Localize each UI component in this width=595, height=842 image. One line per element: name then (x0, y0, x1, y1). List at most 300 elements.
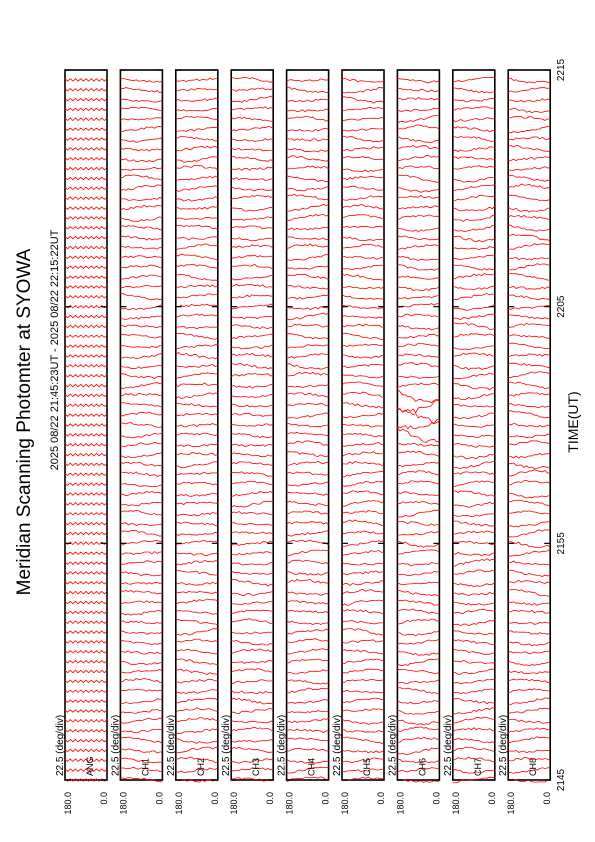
trace-line (176, 176, 218, 180)
trace-line (453, 184, 495, 191)
trace-line (287, 424, 329, 428)
trace-line (176, 541, 218, 545)
trace-line (397, 409, 439, 424)
trace-line (342, 97, 384, 103)
trace-line (508, 234, 550, 241)
trace-line (176, 207, 218, 210)
trace-line (231, 727, 273, 731)
trace-line (342, 403, 384, 409)
trace-line (176, 294, 218, 298)
trace-line (508, 470, 550, 477)
trace-line (508, 719, 550, 723)
trace-line (342, 333, 384, 340)
trace-line (397, 510, 439, 517)
trace-line (231, 178, 273, 181)
trace-line (397, 501, 439, 505)
trace-line (120, 433, 162, 438)
trace-line (397, 256, 439, 261)
trace-line (287, 601, 329, 604)
trace-line (342, 640, 384, 643)
trace-line (176, 669, 218, 674)
trace-line (397, 383, 439, 387)
trace-line (453, 226, 495, 232)
scale-label: 22.5 (deg/div) (165, 714, 177, 776)
trace-line (342, 244, 384, 248)
trace-line (397, 125, 439, 130)
trace-line (287, 306, 329, 309)
trace-line (342, 382, 384, 387)
trace-line (65, 384, 107, 386)
trace-line (231, 481, 273, 485)
trace-line (231, 147, 273, 151)
y-tick-top: 180.0 (284, 792, 295, 815)
trace-line (65, 513, 107, 515)
trace-line (397, 471, 439, 475)
trace-line (65, 404, 107, 406)
trace-line (231, 462, 273, 466)
x-tick-label: 2205 (556, 295, 568, 318)
trace-line (397, 421, 439, 429)
trace-line (287, 531, 329, 536)
trace-line (65, 572, 107, 574)
trace-line (453, 559, 495, 567)
trace-line (397, 376, 439, 378)
trace-line (287, 729, 329, 733)
trace-line (342, 274, 384, 280)
trace-line (342, 157, 384, 160)
trace-line (65, 483, 107, 485)
panel-ch7 (443, 70, 497, 815)
trace-line (453, 247, 495, 250)
trace-line (453, 394, 495, 400)
trace-line (397, 166, 439, 169)
trace-line (120, 601, 162, 604)
trace-line (508, 363, 550, 368)
trace-line (397, 245, 439, 250)
trace-line (287, 700, 329, 704)
trace-line (65, 158, 107, 161)
trace-line (342, 698, 384, 703)
trace-line (176, 314, 218, 318)
trace-line (65, 601, 107, 603)
trace-line (397, 195, 439, 198)
trace-line (342, 679, 384, 682)
trace-line (287, 214, 329, 220)
trace-line (120, 523, 162, 526)
trace-line (397, 462, 439, 467)
trace-line (342, 107, 384, 110)
trace-line (342, 413, 384, 418)
trace-line (65, 138, 107, 140)
trace-line (65, 661, 107, 663)
trace-line (176, 116, 218, 119)
trace-line (508, 286, 550, 289)
trace-line (120, 541, 162, 545)
trace-line (508, 511, 550, 514)
trace-line (65, 118, 107, 120)
trace-line (508, 126, 550, 133)
trace-line (453, 592, 495, 595)
trace-line (453, 649, 495, 654)
trace-line (120, 611, 162, 616)
trace-line (231, 385, 273, 389)
trace-line (231, 472, 273, 477)
trace-line (120, 699, 162, 704)
trace-line (176, 472, 218, 475)
trace-line (453, 531, 495, 535)
trace-line (176, 136, 218, 141)
scale-label: 22.5 (deg/div) (498, 714, 510, 776)
trace-line (397, 688, 439, 695)
trace-line (508, 225, 550, 231)
trace-line (65, 148, 107, 150)
trace-line (65, 582, 107, 584)
trace-line (65, 414, 107, 416)
trace-line (120, 552, 162, 555)
trace-line (508, 87, 550, 92)
trace-line (508, 580, 550, 583)
trace-line (65, 730, 107, 732)
trace-line (508, 274, 550, 281)
trace-line (65, 522, 107, 524)
trace-line (508, 522, 550, 527)
trace-line (65, 128, 107, 130)
panel-ch3 (221, 70, 275, 815)
trace-line (508, 78, 550, 83)
trace-line (176, 365, 218, 368)
trace-line (397, 727, 439, 732)
trace-line (176, 383, 218, 387)
trace-line (453, 679, 495, 683)
trace-line (176, 373, 218, 379)
trace-line (342, 176, 384, 180)
trace-line (231, 395, 273, 398)
trace-line (287, 610, 329, 613)
trace-line (120, 749, 162, 753)
trace-line (65, 532, 107, 534)
trace-line (453, 166, 495, 170)
trace-line (342, 730, 384, 733)
trace-line (231, 217, 273, 221)
trace-line (453, 107, 495, 111)
trace-line (231, 632, 273, 634)
trace-line (120, 275, 162, 279)
trace-line (397, 492, 439, 496)
trace-line (453, 424, 495, 427)
trace-line (176, 582, 218, 585)
panel-ch2 (166, 70, 220, 815)
trace-line (287, 748, 329, 751)
trace-line (65, 690, 107, 692)
trace-line (453, 88, 495, 93)
trace-line (176, 570, 218, 575)
trace-line (508, 382, 550, 389)
trace-line (120, 217, 162, 221)
trace-line (453, 177, 495, 182)
trace-line (508, 343, 550, 349)
trace-line (453, 521, 495, 526)
trace-line (120, 197, 162, 200)
trace-line (397, 619, 439, 624)
trace-line (176, 254, 218, 260)
trace-line (65, 108, 107, 110)
trace-line (65, 611, 107, 613)
trace-line (231, 747, 273, 752)
trace-line (176, 217, 218, 219)
trace-line (397, 680, 439, 684)
trace-line (453, 660, 495, 664)
trace-line (342, 581, 384, 586)
trace-line (231, 563, 273, 566)
trace-line (231, 127, 273, 131)
trace-line (342, 286, 384, 289)
trace-line (453, 747, 495, 752)
trace-line (453, 461, 495, 469)
trace-line (342, 324, 384, 327)
panel-ch4 (277, 70, 331, 815)
trace-line (120, 167, 162, 170)
trace-line (342, 540, 384, 547)
trace-line (287, 87, 329, 93)
trace-line (65, 345, 107, 347)
trace-line (176, 433, 218, 436)
trace-line (231, 78, 273, 83)
trace-line (397, 334, 439, 338)
trace-line (287, 482, 329, 486)
y-tick-top: 180.0 (506, 792, 517, 815)
trace-line (397, 145, 439, 149)
trace-line (342, 462, 384, 467)
trace-line (176, 326, 218, 329)
trace-line (508, 215, 550, 220)
trace-line (453, 717, 495, 723)
trace-line (65, 266, 107, 268)
trace-line (453, 413, 495, 419)
channel-label: ANG (85, 756, 95, 776)
trace-line (65, 325, 107, 327)
trace-line (65, 256, 107, 258)
trace-line (231, 491, 273, 496)
trace-line (453, 373, 495, 379)
trace-line (453, 353, 495, 356)
trace-line (287, 237, 329, 240)
trace-line (453, 689, 495, 694)
trace-line (231, 255, 273, 258)
trace-line (120, 412, 162, 416)
trace-line (342, 481, 384, 486)
trace-line (342, 344, 384, 346)
trace-line (65, 720, 107, 722)
trace-line (397, 296, 439, 300)
trace-line (342, 424, 384, 427)
trace-line (508, 650, 550, 653)
trace-line (231, 167, 273, 170)
trace-line (453, 216, 495, 222)
trace-line (453, 206, 495, 211)
trace-line (65, 503, 107, 505)
trace-line (508, 305, 550, 309)
trace-line (342, 128, 384, 131)
trace-line (287, 205, 329, 212)
trace-line (342, 659, 384, 664)
trace-line (120, 462, 162, 466)
trace-line (120, 423, 162, 428)
trace-line (508, 737, 550, 743)
trace-line (120, 729, 162, 732)
channel-label: CH7 (472, 757, 483, 776)
trace-line (342, 433, 384, 436)
trace-line (287, 738, 329, 741)
trace-line (176, 444, 218, 447)
trace-line (65, 236, 107, 238)
trace-line (508, 601, 550, 605)
trace-line (508, 146, 550, 152)
trace-line (453, 255, 495, 259)
trace-line (231, 740, 273, 743)
trace-line (287, 432, 329, 436)
channel-label: CH3 (251, 757, 262, 776)
trace-line (508, 264, 550, 271)
trace-line (397, 354, 439, 357)
trace-line (508, 670, 550, 673)
trace-line (508, 589, 550, 596)
trace-line (287, 441, 329, 446)
trace-line (65, 591, 107, 593)
trace-line (176, 502, 218, 505)
trace-line (453, 481, 495, 487)
channel-label: CH6 (417, 757, 428, 776)
trace-line (397, 304, 439, 308)
trace-line (508, 622, 550, 624)
y-tick-bottom: 0.0 (542, 792, 553, 805)
trace-line (176, 698, 218, 703)
trace-line (176, 78, 218, 82)
trace-line (342, 491, 384, 495)
trace-line (231, 532, 273, 535)
trace-line (65, 187, 107, 189)
trace-line (342, 316, 384, 319)
trace-line (287, 461, 329, 465)
trace-line (508, 453, 550, 459)
trace-line (342, 205, 384, 209)
trace-line (508, 323, 550, 328)
trace-line (287, 560, 329, 565)
channel-label: CH8 (528, 757, 539, 776)
trace-line (342, 364, 384, 367)
trace-line (120, 88, 162, 93)
trace-line (287, 659, 329, 663)
trace-line (231, 552, 273, 555)
trace-line (120, 669, 162, 673)
trace-line (120, 126, 162, 131)
y-tick-bottom: 0.0 (209, 792, 220, 805)
scale-label: 22.5 (deg/div) (276, 714, 288, 776)
trace-line (287, 540, 329, 545)
trace-line (120, 285, 162, 288)
trace-line (176, 165, 218, 170)
trace-line (65, 167, 107, 169)
trace-line (176, 244, 218, 250)
trace-line (65, 306, 107, 308)
trace-line (397, 325, 439, 330)
trace-line (508, 403, 550, 407)
trace-line (120, 374, 162, 379)
trace-line (176, 89, 218, 91)
scale-label: 22.5 (deg/div) (55, 714, 66, 776)
trace-line (176, 739, 218, 743)
trace-line (397, 541, 439, 547)
trace-line (65, 463, 107, 465)
trace-line (176, 285, 218, 288)
trace-line (65, 641, 107, 643)
trace-line (231, 325, 273, 329)
trace-line (508, 679, 550, 682)
trace-line (453, 286, 495, 289)
panel-ch8 (498, 70, 552, 815)
trace-line (231, 721, 273, 723)
trace-line (176, 650, 218, 655)
trace-line (397, 711, 439, 715)
trace-line (65, 424, 107, 426)
trace-line (120, 334, 162, 338)
y-tick-top: 180.0 (173, 792, 184, 815)
trace-line (397, 235, 439, 240)
trace-line (453, 404, 495, 407)
trace-line (342, 392, 384, 397)
trace-line (65, 365, 107, 367)
trace-line (397, 276, 439, 279)
trace-line (508, 393, 550, 397)
trace-line (342, 169, 384, 172)
trace-line (397, 631, 439, 636)
trace-line (342, 562, 384, 565)
trace-line (287, 194, 329, 199)
y-tick-top: 180.0 (340, 792, 350, 815)
trace-line (176, 708, 218, 713)
trace-line (176, 197, 218, 202)
trace-line (508, 434, 550, 438)
trace-line (120, 226, 162, 230)
trace-line (287, 711, 329, 713)
trace-line (453, 491, 495, 497)
trace-line (508, 689, 550, 693)
trace-line (231, 345, 273, 350)
trace-line (176, 157, 218, 163)
trace-line (342, 520, 384, 526)
trace-line (231, 275, 273, 279)
trace-line (342, 629, 384, 635)
trace-line (287, 244, 329, 249)
trace-line (176, 109, 218, 112)
trace-line (287, 492, 329, 495)
trace-line (231, 444, 273, 446)
trace-line (453, 602, 495, 605)
trace-line (508, 335, 550, 339)
y-tick-top: 180.0 (63, 792, 73, 815)
trace-line (397, 97, 439, 100)
y-tick-top: 180.0 (118, 792, 129, 815)
trace-line (508, 750, 550, 753)
trace-line (453, 305, 495, 311)
trace-line (65, 286, 107, 288)
trace-line (287, 148, 329, 152)
trace-line (120, 472, 162, 477)
trace-line (287, 99, 329, 102)
trace-line (287, 116, 329, 121)
trace-line (65, 335, 107, 337)
trace-line (231, 619, 273, 624)
trace-line (287, 680, 329, 684)
